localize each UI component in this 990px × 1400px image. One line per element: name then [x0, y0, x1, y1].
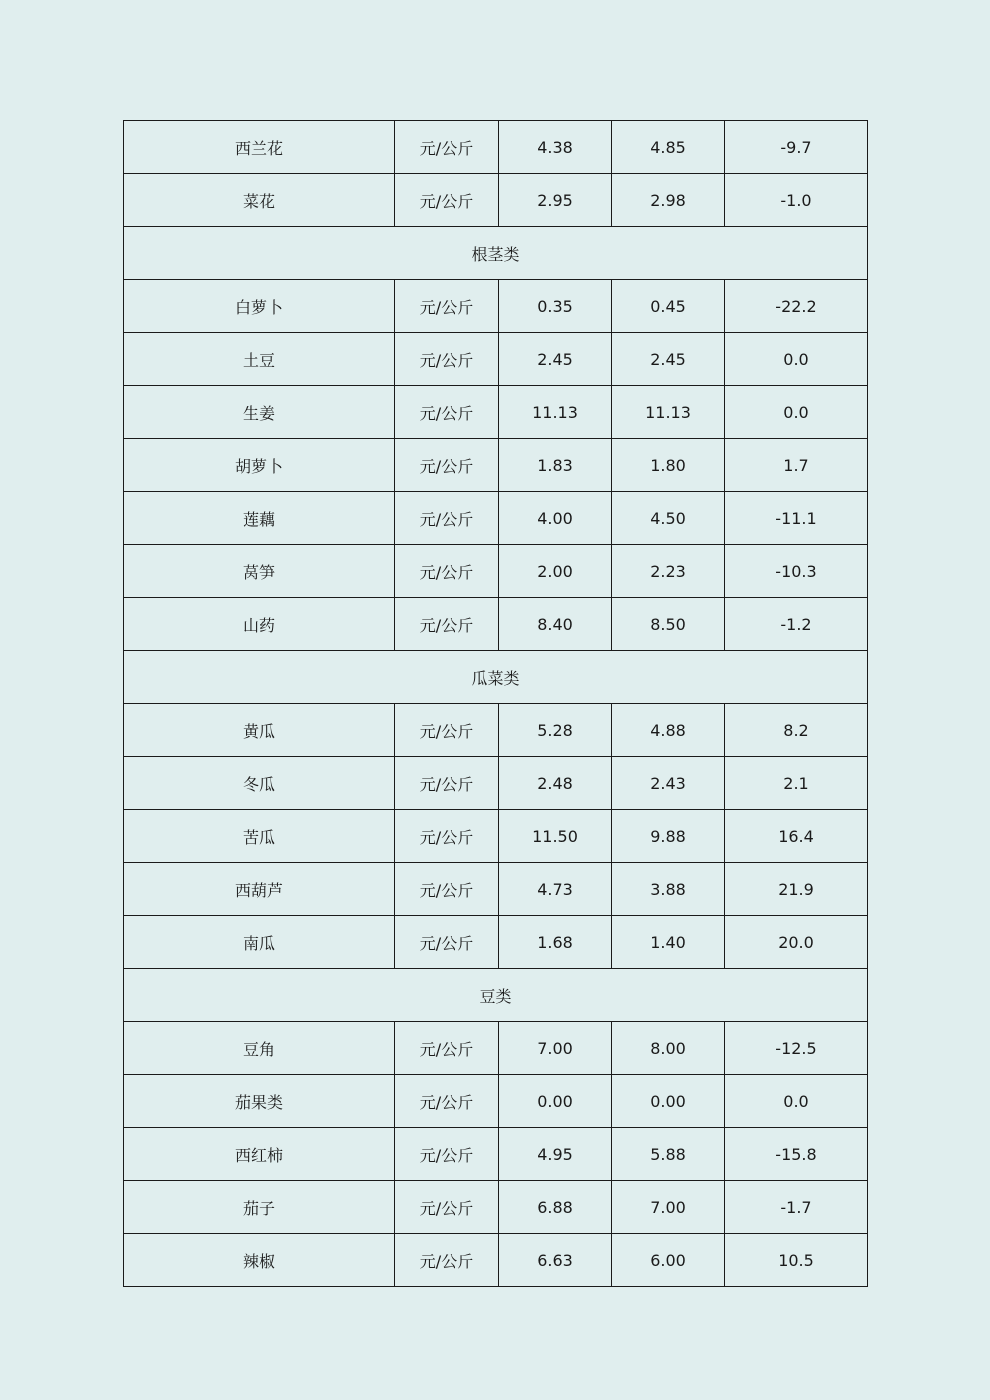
change-percent-cell: 0.0	[725, 333, 868, 386]
change-percent-cell: -9.7	[725, 121, 868, 174]
table-body	[124, 121, 868, 1287]
product-name-cell: 生姜	[124, 386, 395, 439]
change-percent-cell: -15.8	[725, 1128, 868, 1181]
change-percent-cell: 21.9	[725, 863, 868, 916]
current-price-cell: 4.00	[499, 492, 612, 545]
current-price-cell: 11.50	[499, 810, 612, 863]
product-name-cell: 辣椒	[124, 1234, 395, 1287]
table-row	[124, 386, 868, 439]
previous-price-cell: 7.00	[612, 1181, 725, 1234]
unit-cell: 元/公斤	[395, 863, 499, 916]
change-percent-cell: -22.2	[725, 280, 868, 333]
previous-price-cell: 2.45	[612, 333, 725, 386]
previous-price-cell: 5.88	[612, 1128, 725, 1181]
section-header-row	[124, 227, 868, 280]
change-percent-cell: 1.7	[725, 439, 868, 492]
unit-cell: 元/公斤	[395, 333, 499, 386]
section-title: 豆类	[124, 969, 868, 1022]
table-row	[124, 1234, 868, 1287]
unit-cell: 元/公斤	[395, 757, 499, 810]
product-name-cell: 黄瓜	[124, 704, 395, 757]
current-price-cell: 4.73	[499, 863, 612, 916]
unit-cell: 元/公斤	[395, 280, 499, 333]
product-name-cell: 茄果类	[124, 1075, 395, 1128]
table-row	[124, 1075, 868, 1128]
previous-price-cell: 0.00	[612, 1075, 725, 1128]
section-title: 根茎类	[124, 227, 868, 280]
table-row	[124, 810, 868, 863]
unit-cell: 元/公斤	[395, 1075, 499, 1128]
unit-cell: 元/公斤	[395, 386, 499, 439]
change-percent-cell: 16.4	[725, 810, 868, 863]
unit-cell: 元/公斤	[395, 545, 499, 598]
section-header-row	[124, 651, 868, 704]
previous-price-cell: 8.50	[612, 598, 725, 651]
product-name-cell: 西兰花	[124, 121, 395, 174]
current-price-cell: 7.00	[499, 1022, 612, 1075]
table-row	[124, 1128, 868, 1181]
product-name-cell: 南瓜	[124, 916, 395, 969]
change-percent-cell: 8.2	[725, 704, 868, 757]
unit-cell: 元/公斤	[395, 121, 499, 174]
change-percent-cell: 10.5	[725, 1234, 868, 1287]
product-name-cell: 苦瓜	[124, 810, 395, 863]
product-name-cell: 白萝卜	[124, 280, 395, 333]
previous-price-cell: 4.85	[612, 121, 725, 174]
previous-price-cell: 11.13	[612, 386, 725, 439]
change-percent-cell: -12.5	[725, 1022, 868, 1075]
current-price-cell: 0.35	[499, 280, 612, 333]
change-percent-cell: -1.2	[725, 598, 868, 651]
current-price-cell: 2.45	[499, 333, 612, 386]
product-name-cell: 西葫芦	[124, 863, 395, 916]
previous-price-cell: 3.88	[612, 863, 725, 916]
current-price-cell: 6.88	[499, 1181, 612, 1234]
unit-cell: 元/公斤	[395, 598, 499, 651]
current-price-cell: 2.00	[499, 545, 612, 598]
table-row	[124, 174, 868, 227]
unit-cell: 元/公斤	[395, 916, 499, 969]
unit-cell: 元/公斤	[395, 492, 499, 545]
table-row	[124, 1022, 868, 1075]
product-name-cell: 西红柿	[124, 1128, 395, 1181]
current-price-cell: 1.68	[499, 916, 612, 969]
table-row	[124, 121, 868, 174]
current-price-cell: 2.48	[499, 757, 612, 810]
previous-price-cell: 0.45	[612, 280, 725, 333]
unit-cell: 元/公斤	[395, 439, 499, 492]
table-row	[124, 492, 868, 545]
table-row	[124, 280, 868, 333]
section-header-row	[124, 969, 868, 1022]
unit-cell: 元/公斤	[395, 1022, 499, 1075]
current-price-cell: 4.38	[499, 121, 612, 174]
unit-cell: 元/公斤	[395, 810, 499, 863]
change-percent-cell: 20.0	[725, 916, 868, 969]
table-row	[124, 1181, 868, 1234]
change-percent-cell: -1.0	[725, 174, 868, 227]
current-price-cell: 11.13	[499, 386, 612, 439]
unit-cell: 元/公斤	[395, 1128, 499, 1181]
previous-price-cell: 8.00	[612, 1022, 725, 1075]
product-name-cell: 莲藕	[124, 492, 395, 545]
unit-cell: 元/公斤	[395, 174, 499, 227]
current-price-cell: 6.63	[499, 1234, 612, 1287]
table-row	[124, 863, 868, 916]
product-name-cell: 土豆	[124, 333, 395, 386]
product-name-cell: 山药	[124, 598, 395, 651]
previous-price-cell: 2.23	[612, 545, 725, 598]
current-price-cell: 0.00	[499, 1075, 612, 1128]
product-name-cell: 莴笋	[124, 545, 395, 598]
previous-price-cell: 1.80	[612, 439, 725, 492]
unit-cell: 元/公斤	[395, 1181, 499, 1234]
section-title: 瓜菜类	[124, 651, 868, 704]
previous-price-cell: 2.98	[612, 174, 725, 227]
table-row	[124, 439, 868, 492]
change-percent-cell: -1.7	[725, 1181, 868, 1234]
product-name-cell: 菜花	[124, 174, 395, 227]
table-row	[124, 598, 868, 651]
table-row	[124, 545, 868, 598]
product-name-cell: 冬瓜	[124, 757, 395, 810]
table-row	[124, 916, 868, 969]
current-price-cell: 4.95	[499, 1128, 612, 1181]
change-percent-cell: 2.1	[725, 757, 868, 810]
change-percent-cell: 0.0	[725, 386, 868, 439]
current-price-cell: 2.95	[499, 174, 612, 227]
change-percent-cell: -11.1	[725, 492, 868, 545]
current-price-cell: 5.28	[499, 704, 612, 757]
unit-cell: 元/公斤	[395, 1234, 499, 1287]
change-percent-cell: -10.3	[725, 545, 868, 598]
product-name-cell: 豆角	[124, 1022, 395, 1075]
table-row	[124, 757, 868, 810]
product-name-cell: 胡萝卜	[124, 439, 395, 492]
previous-price-cell: 2.43	[612, 757, 725, 810]
previous-price-cell: 1.40	[612, 916, 725, 969]
previous-price-cell: 6.00	[612, 1234, 725, 1287]
table-row	[124, 704, 868, 757]
change-percent-cell: 0.0	[725, 1075, 868, 1128]
product-name-cell: 茄子	[124, 1181, 395, 1234]
vegetable-price-table	[123, 120, 868, 1287]
current-price-cell: 8.40	[499, 598, 612, 651]
unit-cell: 元/公斤	[395, 704, 499, 757]
previous-price-cell: 4.50	[612, 492, 725, 545]
previous-price-cell: 4.88	[612, 704, 725, 757]
previous-price-cell: 9.88	[612, 810, 725, 863]
table-row	[124, 333, 868, 386]
current-price-cell: 1.83	[499, 439, 612, 492]
